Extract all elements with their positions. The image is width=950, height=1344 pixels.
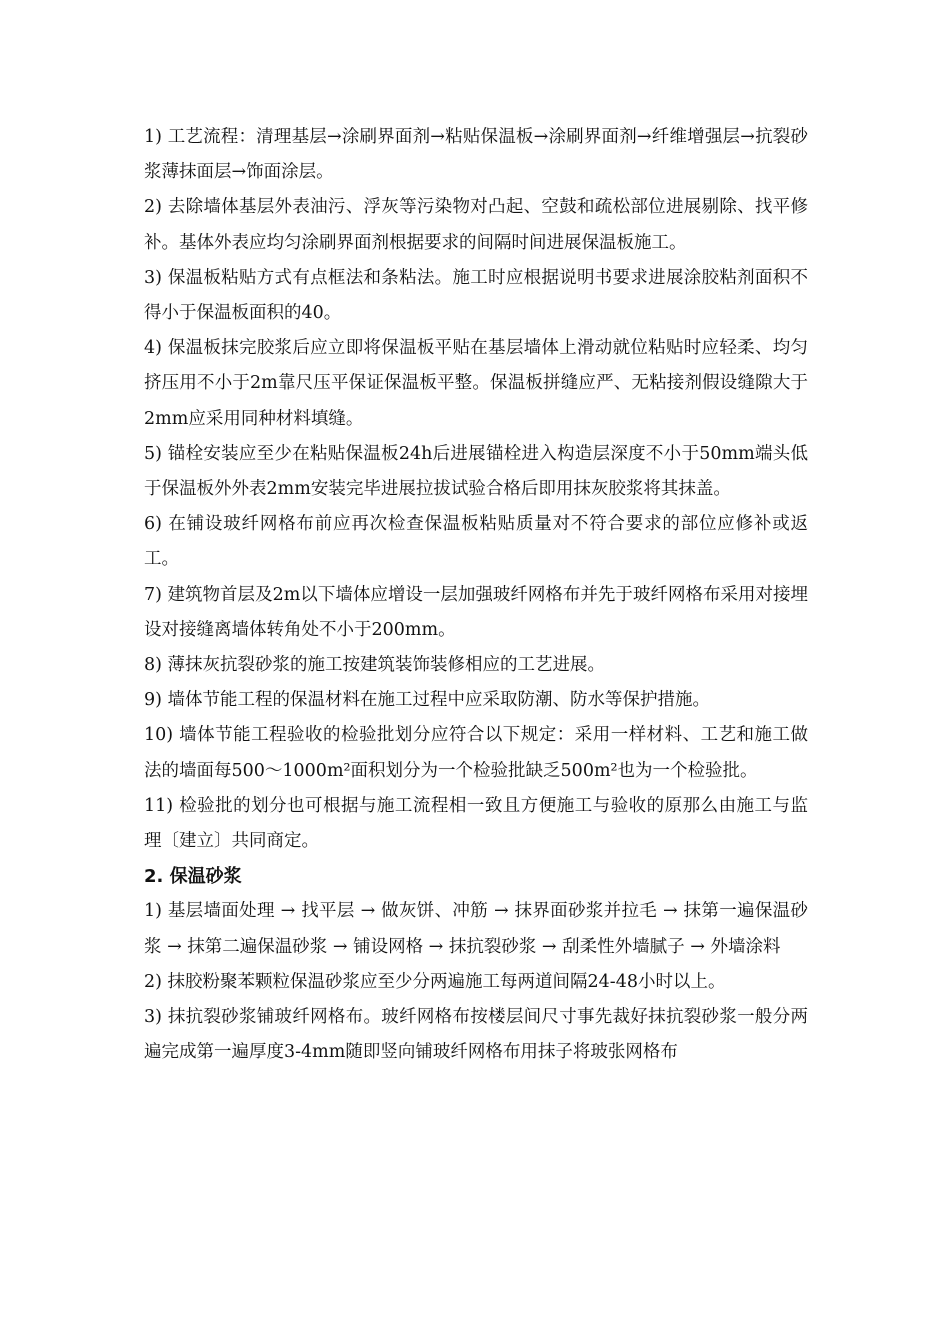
paragraph-8: 8) 薄抹灰抗裂砂浆的施工按建筑装饰装修相应的工艺进展。 xyxy=(144,655,606,676)
paragraph-4: 4) 保温板抹完胶浆后应立即将保温板平贴在基层墙体上滑动就位粘贴时应轻柔、均匀挤压用不小于2m靠尺压平保证保温板平整。保温板拼缝应严、无粘接剂假设缝隙大于2mm应采用同种材料填缝。 xyxy=(144,338,808,429)
paragraph-1: 1) 工艺流程：清理基层→涂刷界面剂→粘贴保温板→涂刷界面剂→纤维增强层→抗裂砂浆薄抹面层→饰面涂层。 xyxy=(144,127,808,183)
paragraph-6: 6) 在铺设玻纤网格布前应再次检查保温板粘贴质量对不符合要求的部位应修补或返工。 xyxy=(144,514,808,570)
paragraph-10: 10) 墙体节能工程验收的检验批划分应符合以下规定：采用一样材料、工艺和施工做法的墙面每500～1000m²面积划分为一个检验批缺乏500m²也为一个检验批。 xyxy=(144,725,808,781)
paragraph-7: 7) 建筑物首层及2m以下墙体应增设一层加强玻纤网格布并先于玻纤网格布采用对接埋设对接缝离墙体转角处不小于200mm。 xyxy=(144,584,808,640)
paragraph-3: 3) 保温板粘贴方式有点框法和条粘法。施工时应根据说明书要求进展涂胶粘剂面积不得小于保温板面积的40。 xyxy=(144,267,808,324)
paragraph-9: 9) 墙体节能工程的保温材料在施工过程中应采取防潮、防水等保护措施。 xyxy=(144,690,711,711)
paragraph-2: 2) 去除墙体基层外表油污、浮灰等污染物对凸起、空鼓和疏松部位进展剔除、找平修补。基体外表应均匀涂刷界面剂根据要求的间隔时间进展保温板施工。 xyxy=(144,197,808,253)
paragraph-13: 2) 抹胶粉聚苯颗粒保温砂浆应至少分两遍施工每两道间隔24-48小时以上。 xyxy=(144,971,726,992)
paragraph-11: 11) 检验批的划分也可根据与施工流程相一致且方便施工与验收的原那么由施工与监理〔建立〕共同商定。 xyxy=(144,795,808,852)
paragraph-14: 3) 抹抗裂砂浆铺玻纤网格布。玻纤网格布按楼层间尺寸事先裁好抹抗裂砂浆一般分两遍完成第一遍厚度3-4mm随即竖向铺玻纤网格布用抹子将玻张网格布 xyxy=(144,1007,808,1063)
paragraph-5: 5) 锚栓安装应至少在粘贴保温板24h后进展锚栓进入构造层深度不小于50mm端头低于保温板外外表2mm安装完毕进展拉拔试验合格后即用抹灰胶浆将其抹盖。 xyxy=(144,443,808,500)
paragraph-12: 1) 基层墙面处理 → 找平层 → 做灰饼、冲筋 → 抹界面砂浆并拉毛 → 抹第一遍保温砂浆 → 抹第二遍保温砂浆 → 铺设网格 → 抹抗裂砂浆 → 刮柔性外墙腻子 → 外墙涂料 xyxy=(144,901,808,957)
section-heading: 2. 保温砂浆 xyxy=(144,866,242,888)
document-body xyxy=(144,120,808,1070)
